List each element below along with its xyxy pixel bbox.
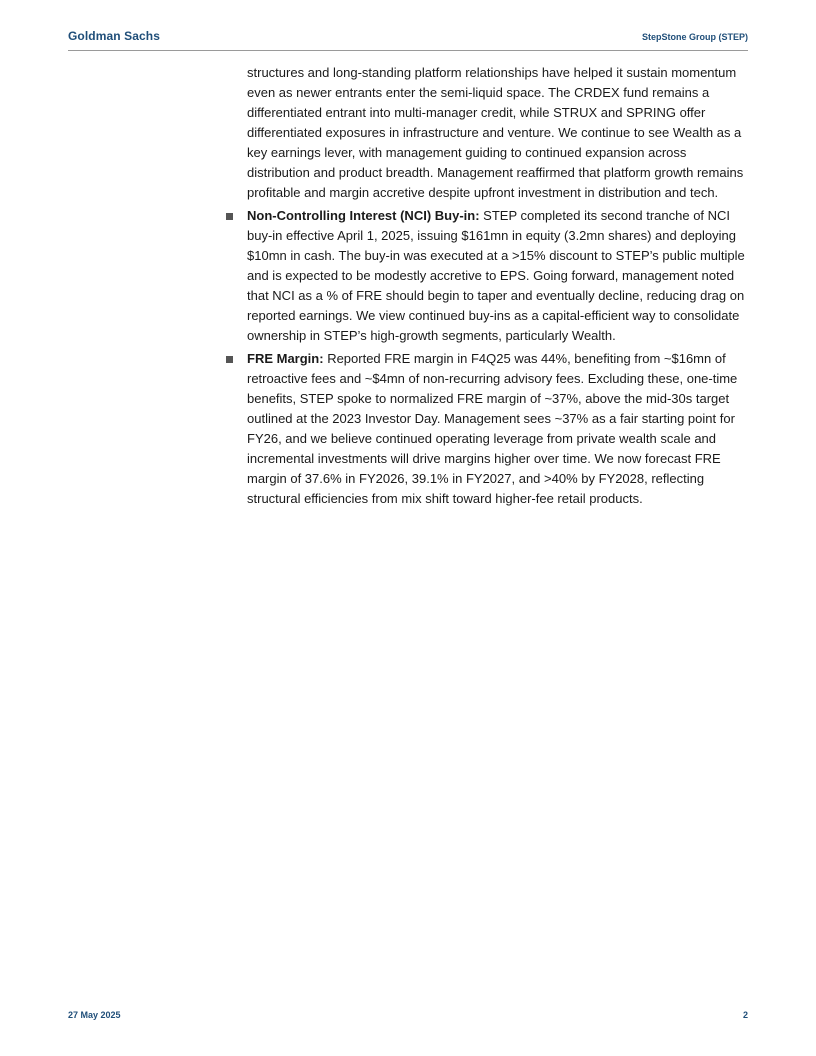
bullet-nci-buy-in	[247, 206, 752, 346]
square-bullet-icon	[226, 213, 233, 220]
header-divider	[68, 50, 748, 51]
bullet-text: Reported FRE margin in F4Q25 was 44%, benefiting from ~$16mn of retroactive fees and ~$4mn of non-recurring advisory fees. Excluding these, one-time benefits, STEP spoke to normalized FRE margin of ~37%, above the mid-30s target outlined at the 2023 Investor Day. Management sees ~37% as a fair starting point for FY26, and we believe continued operating leverage from private wealth scale and incremental investments will drive margins higher over time. We now forecast FRE margin of 37.6% in FY2026, 39.1% in FY2027, and >40% by FY2028, reflecting structural efficiencies from mix shift toward higher-fee retail products.	[247, 351, 738, 506]
main-content	[247, 63, 752, 512]
report-title: StepStone Group (STEP)	[641, 32, 748, 42]
bullet-fre-margin	[247, 349, 752, 509]
page-number: 2	[742, 1010, 748, 1020]
footer-date: 27 May 2025	[68, 1010, 121, 1020]
bullet-title: Non-Controlling Interest (NCI) Buy-in:	[247, 208, 480, 223]
bullet-title: FRE Margin:	[247, 351, 324, 366]
intro-paragraph: structures and long-standing platform relationships have helped it sustain momentum even as newer entrants enter the semi-liquid space. The CRDEX fund remains a differentiated entrant into multi-manager credit, while STRUX and SPRING offer differentiated exposures in infrastructure and venture. We continue to see Wealth as a key earnings lever, with management guiding to continued expansion across distribution and product breadth. Management reaffirmed that platform growth remains profitable and margin accretive despite upfront investment in distribution and tech.	[247, 65, 744, 200]
bullet-text: STEP completed its second tranche of NCI buy-in effective April 1, 2025, issuing $161mn in equity (3.2mn shares) and deploying $10mn in cash. The buy-in was executed at a >15% discount to STEP’s public multiple and is expected to be modestly accretive to EPS. Going forward, management noted that NCI as a % of FRE should begin to taper and eventually decline, reducing drag on reported earnings. We view continued buy-ins as a capital-efficient way to consolidate ownership in STEP’s high-growth segments, particularly Wealth.	[247, 208, 745, 343]
brand-name: Goldman Sachs	[68, 29, 160, 43]
square-bullet-icon	[226, 356, 233, 363]
